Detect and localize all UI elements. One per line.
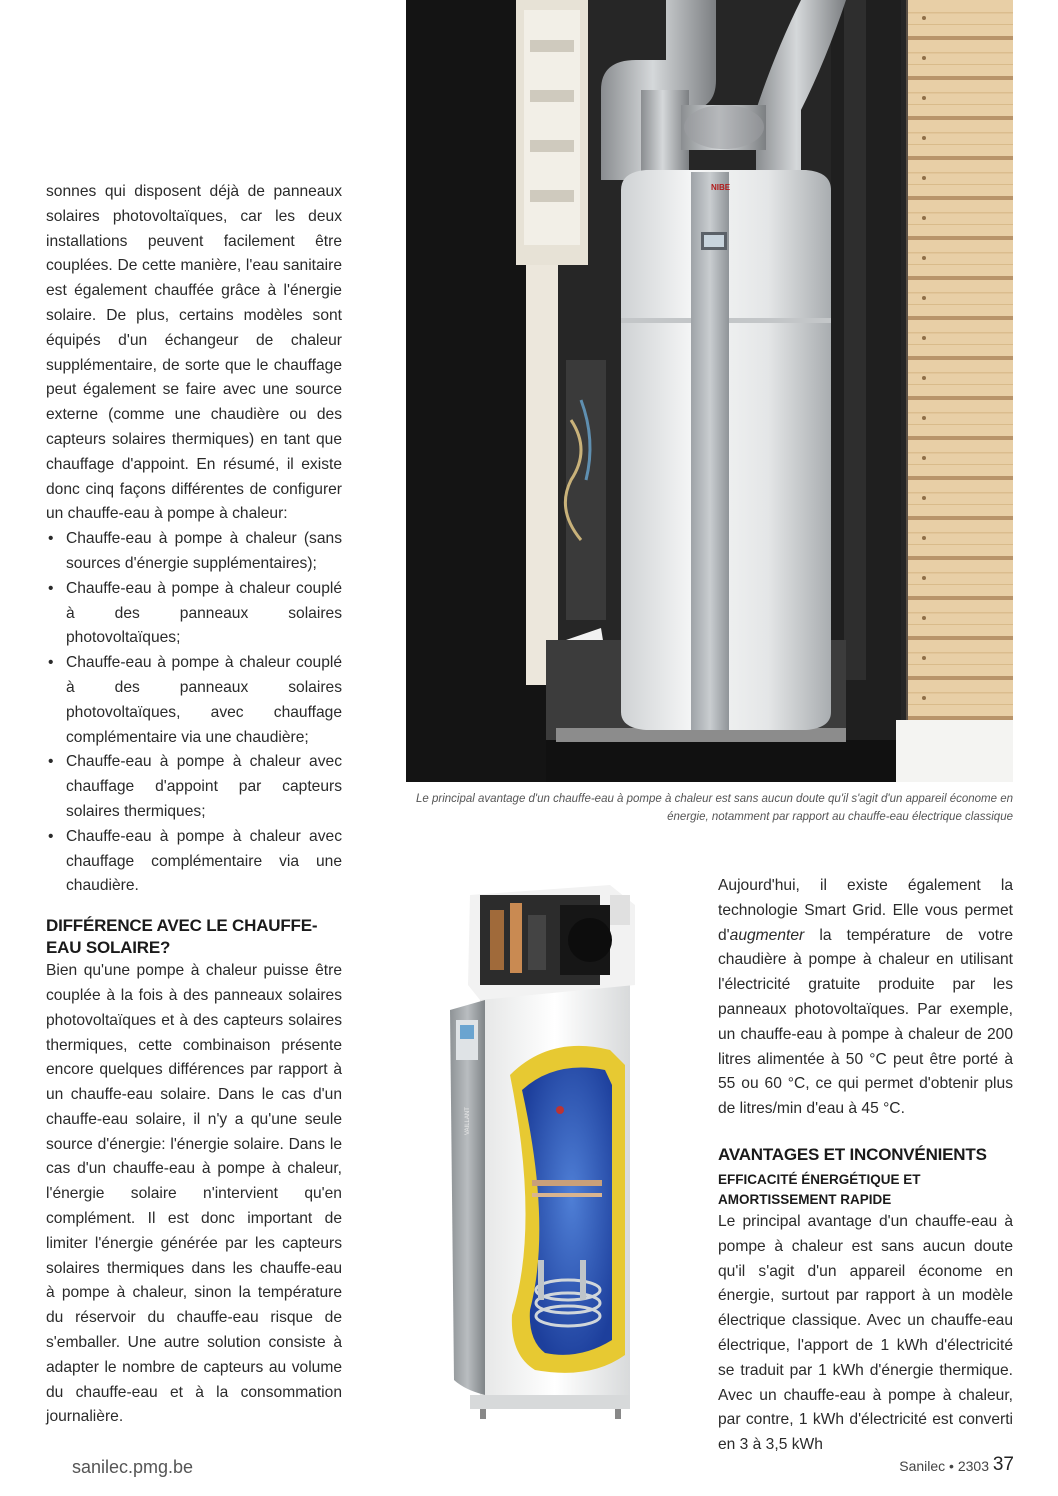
left-column bbox=[46, 180, 342, 1430]
page-number: 37 bbox=[992, 1454, 1014, 1475]
paragraph-text: la température de votre chaudière à pompe à chaleur en utilisant l'électricité gratuite produite par les panneaux photovoltaïques. Par exemple, un chauffe-eau à pompe à chaleur de 200 litres alimentée à 50 °C peut être porté à 55 ou 60 °C, ce qui permet d'obtenir plus de litres/min d'eau à 45 °C. bbox=[718, 926, 1013, 1118]
installation-photo bbox=[406, 0, 1013, 782]
right-column bbox=[718, 874, 1013, 1458]
list-item: • Chauffe-eau à pompe à chaleur couplé à des panneaux solaires photovoltaïques; bbox=[46, 577, 342, 651]
installation-photo-illustration bbox=[406, 0, 1013, 782]
photo-caption: Le principal avantage d'un chauffe-eau à pompe à chaleur est sans aucun doute qu'il s'agit d'un appareil économe en énergie, notamment par rapport au chauffe-eau électrique classique bbox=[416, 793, 1013, 823]
list-item: • Chauffe-eau à pompe à chaleur (sans sources d'énergie supplémentaires); bbox=[46, 527, 342, 577]
body-paragraph: Le principal avantage d'un chauffe-eau à pompe à chaleur est sans aucun doute qu'il s'agit d'un appareil économe en énergie, surtout par rapport à un modèle électrique classique. Avec un chauffe-eau électrique, l'apport de 1 kWh d'électricité se traduit par 1 kWh d'énergie thermique. Avec un chauffe-eau à pompe à chaleur, par contre, 1 kWh d'électricité est converti en 3 à 3,5 kWh bbox=[718, 1212, 1013, 1454]
issue-label: Sanilec • 2303 bbox=[899, 1458, 989, 1474]
paragraph-text: Aujourd'hui, il existe également la technologie Smart Grid. Elle vous permet d' bbox=[718, 877, 1013, 944]
list-item: • Chauffe-eau à pompe à chaleur avec chauffage d'appoint par capteurs solaires thermiques; bbox=[46, 750, 342, 824]
emphasis-text: augmenter bbox=[729, 926, 805, 944]
intro-paragraph: sonnes qui disposent déjà de panneaux solaires photovoltaïques, car les deux installations peuvent facilement être couplées. De cette manière, l'eau sanitaire est également chauffée grâce à l'énergie solaire. De plus, certains modèles sont équipés d'un échangeur de chaleur supplémentaire, de sorte que le chauffage peut également se faire avec une source externe (comme une chaudière ou des capteurs solaires thermiques) en tant que chauffage d'appoint. En résumé, il existe donc cinq façons différentes de configurer un chauffe-eau à pompe à chaleur: bbox=[46, 183, 342, 523]
body-paragraph: Bien qu'une pompe à chaleur puisse être couplée à la fois à des panneaux solaires photovoltaïques et à des capteurs solaires thermiques, cette combinaison présente encore quelques différences par rapport à un chauffe-eau solaire. Dans le cas d'un chauffe-eau solaire, il n'y a qu'une seule source d'énergie: l'énergie solaire. Dans le cas d'un chauffe-eau à pompe à chaleur, l'énergie solaire n'intervient qu'en complément. Il est donc important de limiter l'énergie générée par les capteurs solaires thermiques dans les chauffe-eau à pompe à chaleur, sinon la température du réservoir du chauffe-eau risque de s'emballer. Une autre solution consiste à adapter le nombre de capteurs au volume du chauffe-eau et à la consommation journalière. bbox=[46, 962, 342, 1426]
configuration-list bbox=[46, 527, 342, 899]
product-cutaway-image bbox=[440, 875, 680, 1420]
section-heading: DIFFÉRENCE AVEC LE CHAUFFE-EAU SOLAIRE? bbox=[46, 916, 318, 958]
sub-heading: EFFICACITÉ ÉNERGÉTIQUE ET AMORTISSEMENT RAPIDE bbox=[718, 1171, 921, 1207]
footer-website: sanilec.pmg.be bbox=[72, 1457, 194, 1477]
brand-label: VAILLANT bbox=[465, 1107, 471, 1135]
list-item: • Chauffe-eau à pompe à chaleur couplé à des panneaux solaires photovoltaïques, avec chauffage complémentaire via une chaudière; bbox=[46, 651, 342, 750]
product-cutaway-illustration bbox=[440, 875, 680, 1420]
brand-label: NIBE bbox=[711, 183, 731, 192]
footer-issue bbox=[899, 1458, 989, 1474]
section-heading: AVANTAGES ET INCONVÉNIENTS bbox=[718, 1144, 987, 1164]
smart-grid-paragraph bbox=[718, 874, 1013, 1122]
list-item: • Chauffe-eau à pompe à chaleur avec chauffage complémentaire via une chaudière. bbox=[46, 825, 342, 899]
